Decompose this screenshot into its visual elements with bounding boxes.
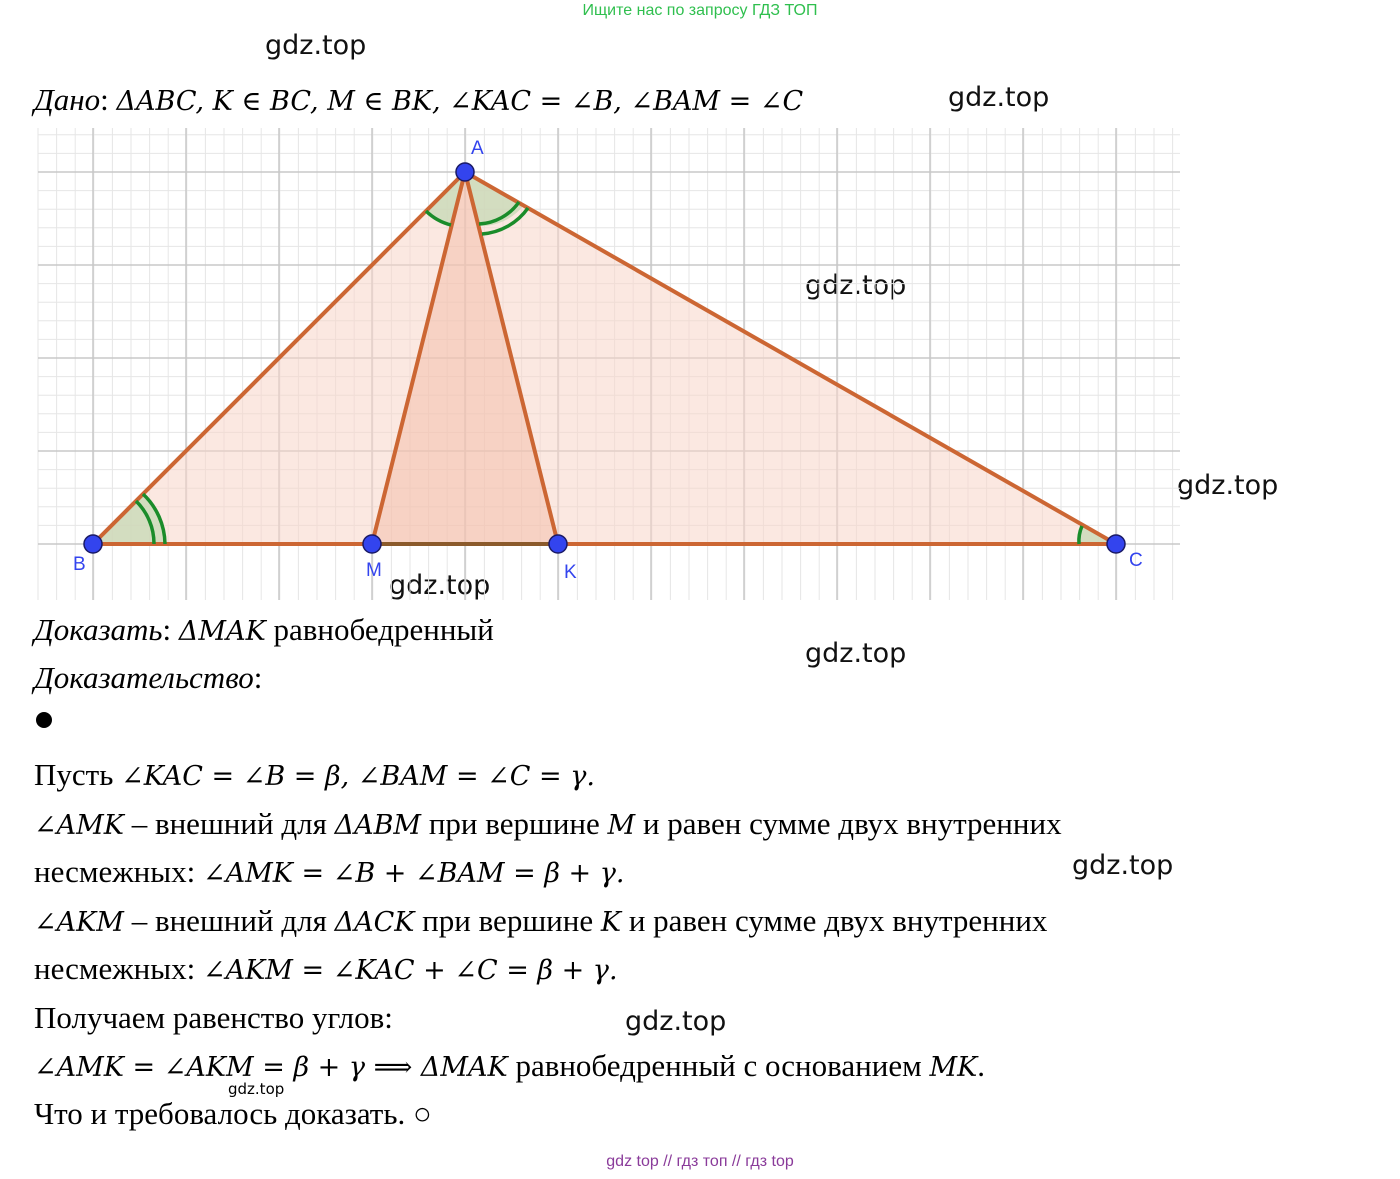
proof-line-1: [34, 757, 595, 795]
proof-text: – внешний для: [123, 903, 335, 938]
proof-line-5: [34, 951, 618, 989]
proof-line-7: [34, 1048, 985, 1086]
given-label: Дано: [34, 82, 101, 117]
proof-text: равнобедренный с основанием: [507, 1048, 930, 1083]
footer-links: gdz top // гдз топ // гдз top: [606, 1153, 794, 1170]
label-k: K: [564, 562, 577, 583]
proof-math: K: [600, 907, 622, 938]
watermark: gdz.top: [805, 638, 907, 669]
watermark: gdz.top: [1177, 470, 1279, 501]
proof-math: ∠AKM = ∠KAC + ∠C = β + γ.: [202, 955, 618, 986]
prove-line: [34, 612, 494, 650]
proof-math: M: [607, 810, 636, 841]
proof-heading: [34, 660, 262, 696]
proof-line-3: [34, 854, 624, 892]
watermark: gdz.top: [948, 82, 1050, 113]
point-b: [84, 535, 102, 553]
proof-text: Что и требовалось доказать. ○: [34, 1096, 432, 1131]
watermark: gdz.top: [265, 30, 367, 61]
prove-label: Доказать: [34, 612, 163, 647]
label-a: A: [471, 138, 484, 159]
search-banner: Ищите нас по запросу ГДЗ ТОП: [582, 2, 818, 19]
point-m: [363, 535, 381, 553]
proof-math: ΔACK: [334, 907, 415, 938]
proof-line-2: [34, 806, 1062, 844]
proof-text: Получаем равенство углов:: [34, 1000, 393, 1035]
watermark: gdz.top: [805, 270, 907, 301]
proof-math: ∠AMK: [34, 810, 124, 841]
proof-math: ∠AMK = ∠AKM = β + γ ⟹ ΔMAK: [34, 1052, 508, 1083]
proof-text: – внешний для: [123, 806, 335, 841]
proof-text: несмежных:: [34, 951, 203, 986]
proof-line-6: [34, 1000, 393, 1036]
label-m: M: [366, 560, 382, 581]
bullet: [36, 712, 52, 728]
proof-label: Доказательство: [34, 660, 254, 695]
proof-line-8: [34, 1096, 432, 1132]
label-c: C: [1129, 550, 1143, 571]
proof-text: и равен сумме двух внутренних: [635, 806, 1062, 841]
watermark-small: gdz.top: [228, 1080, 285, 1098]
given-colon: :: [100, 82, 109, 117]
proof-math: ∠KAC = ∠B = β, ∠BAM = ∠C = γ.: [121, 761, 595, 792]
watermark: gdz.top: [1072, 850, 1174, 881]
proof-text: несмежных:: [34, 854, 203, 889]
proof-text: при вершине: [414, 903, 601, 938]
watermark: gdz.top: [389, 570, 491, 601]
prove-text: равнобедренный: [265, 612, 494, 647]
proof-text: и равен сумме двух внутренних: [621, 903, 1048, 938]
proof-math: MK: [929, 1052, 978, 1083]
proof-math: ∠AKM: [34, 907, 124, 938]
point-k: [549, 535, 567, 553]
proof-text: Пусть: [34, 757, 122, 792]
proof-colon: :: [253, 660, 263, 695]
label-b: B: [73, 554, 86, 575]
prove-math: ΔMAK: [178, 616, 266, 647]
watermark: gdz.top: [625, 1006, 727, 1037]
prove-colon: :: [162, 612, 172, 647]
proof-math: ΔABM: [334, 810, 422, 841]
point-a: [456, 163, 474, 181]
proof-text: при вершине: [421, 806, 608, 841]
triangle-figure: [0, 120, 1200, 610]
given-line: [34, 82, 803, 120]
proof-text: .: [977, 1048, 986, 1083]
given-statement: ΔABC, K ∈ BC, M ∈ BK, ∠KAC = ∠B, ∠BAM = ∠C: [116, 86, 804, 117]
proof-math: ∠AMK = ∠B + ∠BAM = β + γ.: [202, 858, 625, 889]
point-c: [1107, 535, 1125, 553]
proof-line-4: [34, 903, 1047, 941]
